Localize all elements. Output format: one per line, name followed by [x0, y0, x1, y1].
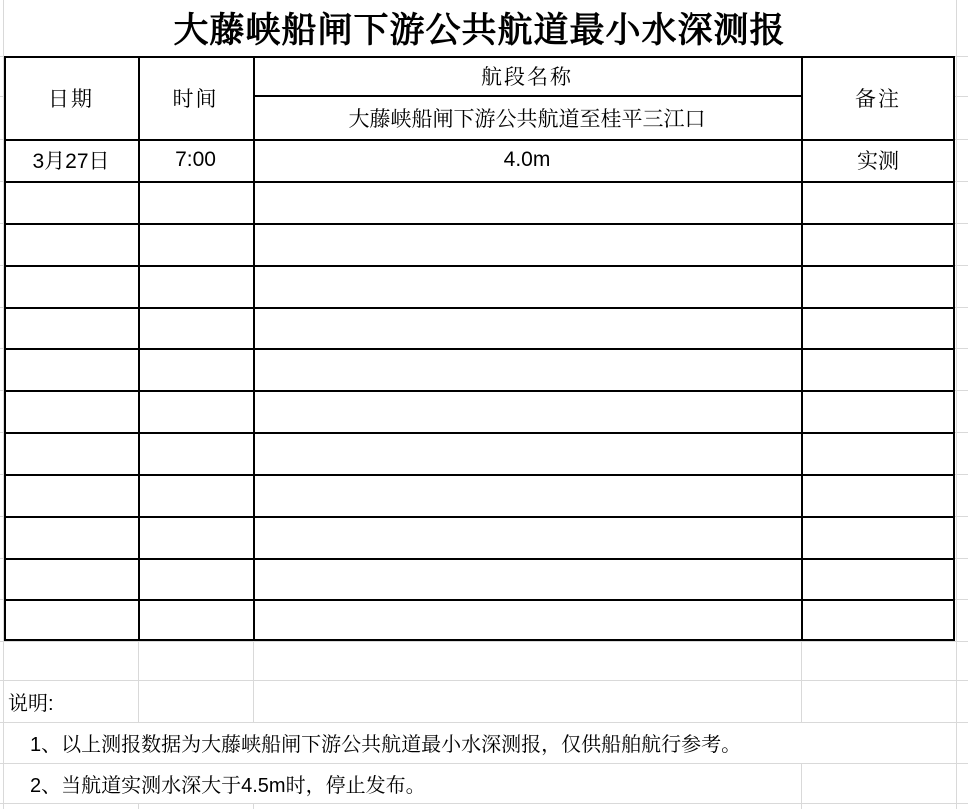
empty-cell[interactable]	[253, 265, 801, 307]
gridline-h	[0, 641, 968, 642]
empty-cell[interactable]	[801, 307, 955, 348]
empty-cell[interactable]	[801, 432, 955, 474]
table-border-bottom	[4, 639, 955, 641]
empty-cell[interactable]	[801, 348, 955, 390]
empty-cell[interactable]	[4, 516, 138, 558]
empty-cell[interactable]	[4, 474, 138, 516]
empty-cell[interactable]	[801, 265, 955, 307]
notes-label: 说明:	[8, 692, 54, 715]
empty-cell[interactable]	[138, 181, 253, 223]
header-cell-segment-name[interactable]: 大藤峡船闸下游公共航道至桂平三江口	[348, 107, 706, 131]
empty-cell[interactable]	[4, 181, 138, 223]
data-cell-date[interactable]: 3月27日	[32, 150, 110, 173]
empty-cell[interactable]	[801, 474, 955, 516]
empty-cell[interactable]	[138, 558, 253, 599]
empty-cell[interactable]	[801, 599, 955, 639]
empty-cell[interactable]	[4, 307, 138, 348]
empty-cell[interactable]	[4, 390, 138, 432]
data-cell-time[interactable]: 7:00	[175, 148, 216, 171]
empty-cell[interactable]	[4, 432, 138, 474]
note-item-2: 2、当航道实测水深大于4.5m时，停止发布。	[30, 774, 426, 797]
empty-cell[interactable]	[253, 516, 801, 558]
data-cell-remark[interactable]: 实测	[857, 150, 899, 173]
empty-cell[interactable]	[4, 558, 138, 599]
report-table	[4, 56, 955, 641]
empty-cell[interactable]	[801, 223, 955, 265]
empty-cell[interactable]	[253, 307, 801, 348]
data-cell-depth[interactable]: 4.0m	[503, 148, 551, 171]
gridline-h	[0, 803, 968, 804]
empty-cell[interactable]	[138, 265, 253, 307]
empty-cell[interactable]	[138, 223, 253, 265]
empty-cell[interactable]	[253, 223, 801, 265]
empty-cell[interactable]	[801, 181, 955, 223]
empty-cell[interactable]	[253, 432, 801, 474]
header-cell-date[interactable]: 日期	[48, 87, 94, 111]
note-item-1: 1、以上测报数据为大藤峡船闸下游公共航道最小水深测报，仅供船舶航行参考。	[30, 734, 742, 756]
gridline-v	[253, 803, 254, 809]
empty-cell[interactable]	[138, 474, 253, 516]
empty-cell[interactable]	[138, 390, 253, 432]
empty-cell[interactable]	[253, 348, 801, 390]
empty-cell[interactable]	[253, 558, 801, 599]
empty-cell[interactable]	[138, 348, 253, 390]
report-title: 大藤峡船闸下游公共航道最小水深测报	[173, 11, 786, 50]
empty-cell[interactable]	[138, 307, 253, 348]
empty-cell[interactable]	[801, 558, 955, 599]
gridline-v	[801, 641, 802, 722]
gridline-v	[138, 803, 139, 809]
empty-cell[interactable]	[253, 390, 801, 432]
empty-cell[interactable]	[138, 516, 253, 558]
empty-cell[interactable]	[253, 599, 801, 639]
empty-cell[interactable]	[253, 474, 801, 516]
empty-cell[interactable]	[4, 265, 138, 307]
header-cell-time[interactable]: 时间	[172, 87, 219, 111]
empty-cell[interactable]	[801, 516, 955, 558]
header-cell-remark[interactable]: 备注	[855, 87, 901, 111]
empty-cell[interactable]	[4, 599, 138, 639]
header-cell-segment[interactable]: 航段名称	[481, 66, 573, 89]
empty-cell[interactable]	[138, 599, 253, 639]
gridline-v	[253, 641, 254, 722]
empty-cell[interactable]	[138, 432, 253, 474]
empty-cell[interactable]	[801, 390, 955, 432]
empty-cell[interactable]	[4, 348, 138, 390]
empty-cell[interactable]	[4, 223, 138, 265]
empty-cell[interactable]	[253, 181, 801, 223]
gridline-v	[956, 0, 957, 809]
